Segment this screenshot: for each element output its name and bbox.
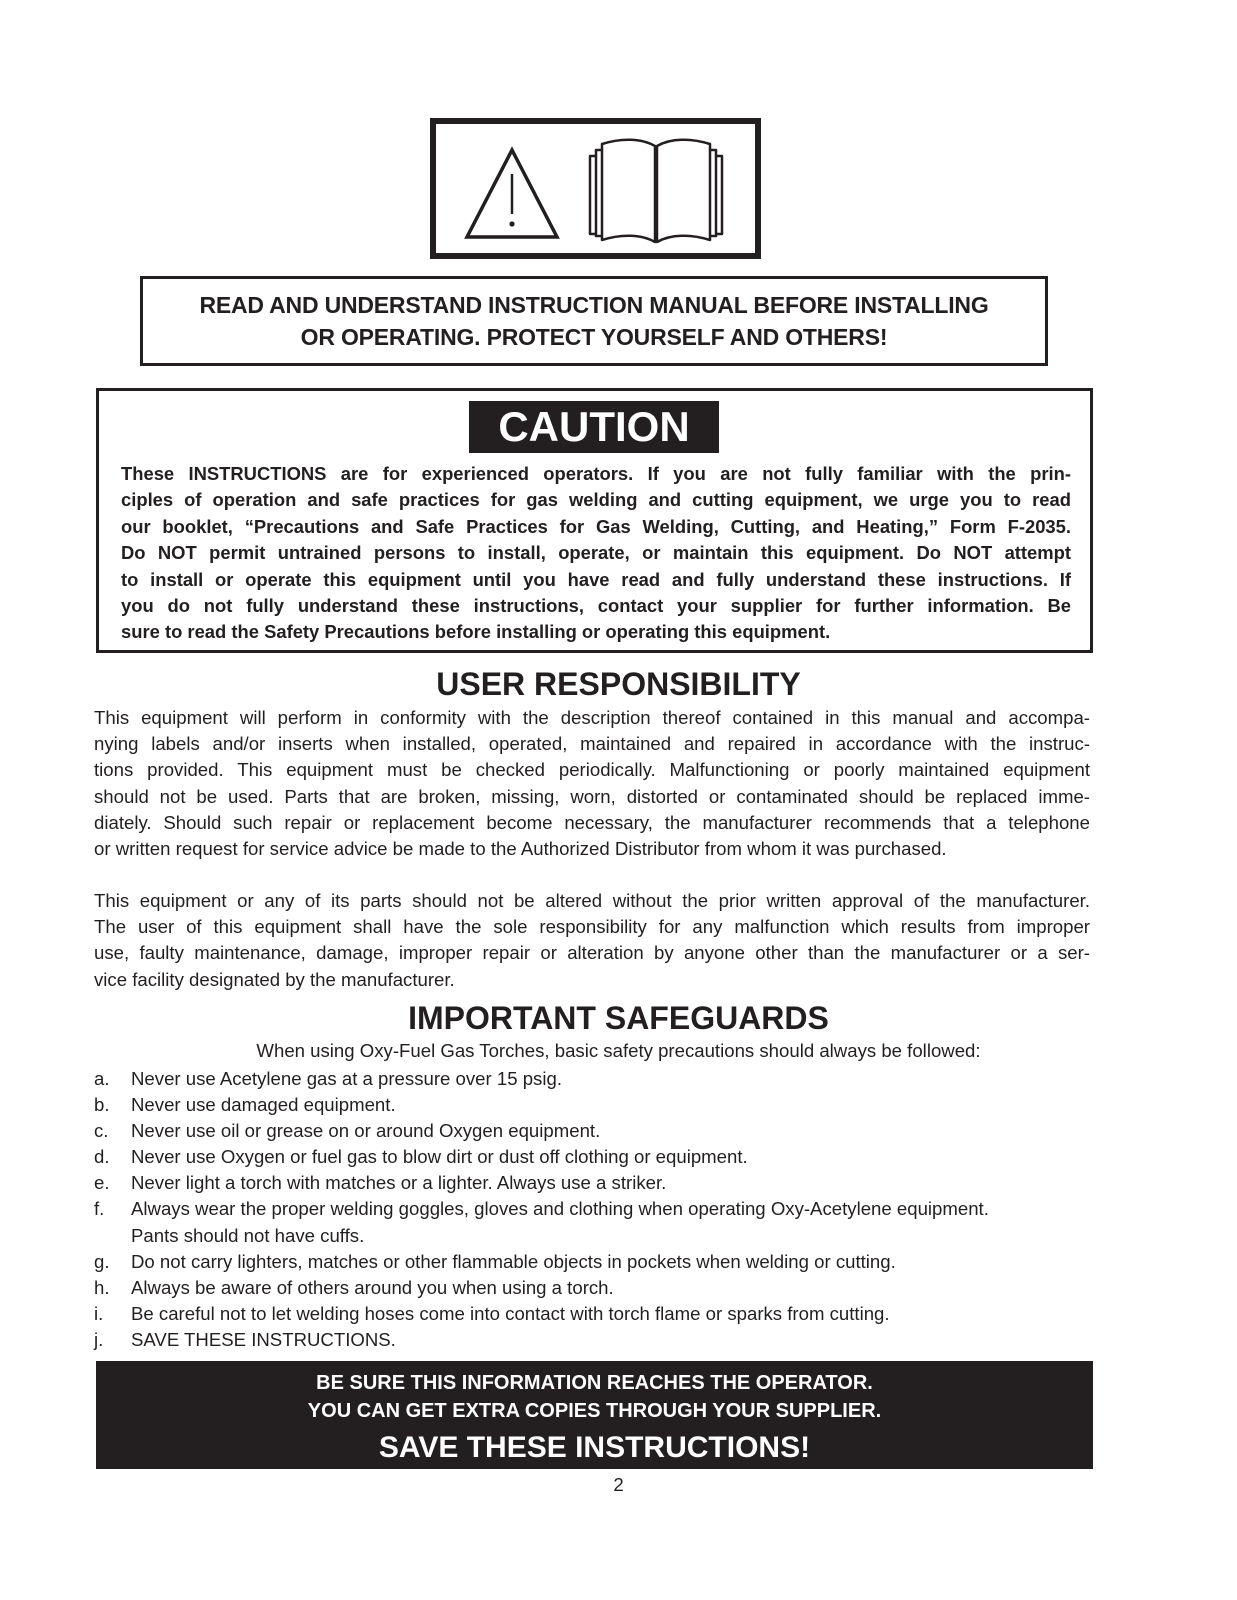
- paragraph-line: use, faulty maintenance, damage, improper repair or alteration by anyone other than the manufacturer or a ser-: [94, 942, 1090, 964]
- list-item: [94, 1327, 1094, 1353]
- read-notice-line-2: OR OPERATING. PROTECT YOURSELF AND OTHERS!: [300, 324, 888, 350]
- list-item-text: Never use damaged equipment.: [131, 1094, 396, 1116]
- list-item: [94, 1144, 1094, 1170]
- list-item: [94, 1275, 1094, 1301]
- page-number: 2: [613, 1474, 624, 1495]
- list-item: [94, 1249, 1094, 1275]
- banner-line-1: BE SURE THIS INFORMATION REACHES THE OPERATOR.: [316, 1372, 873, 1394]
- list-item-letter: b.: [94, 1094, 110, 1116]
- open-book-icon: [590, 140, 722, 242]
- list-item: [94, 1118, 1094, 1144]
- paragraph-line: diately. Should such repair or replacement become necessary, the manufacturer recommends that a telephone: [94, 811, 1090, 833]
- paragraph-line: should not be used. Parts that are broken, missing, worn, distorted or contaminated should be replaced imme-: [94, 785, 1090, 807]
- list-item: [94, 1170, 1094, 1196]
- warning-triangle-icon: [467, 150, 557, 237]
- save-instructions-title: SAVE THESE INSTRUCTIONS!: [378, 1431, 811, 1464]
- caution-line: ciples of operation and safe practices for gas welding and cutting equipment, we urge you to read: [121, 489, 1071, 511]
- list-item-text: Never use oil or grease on or around Oxygen equipment.: [131, 1120, 601, 1142]
- read-notice-line-1: READ AND UNDERSTAND INSTRUCTION MANUAL BEFORE INSTALLING: [199, 292, 989, 318]
- paragraph-line: This equipment will perform in conformity with the description thereof contained in this manual and accompa-: [94, 707, 1090, 728]
- paragraph-line: The user of this equipment shall have the sole responsibility for any malfunction which results from improper: [94, 916, 1090, 938]
- caution-line: to install or operate this equipment until you have read and fully understand these instructions. If: [121, 568, 1071, 590]
- user-responsibility-paragraph-2: [94, 888, 1090, 993]
- list-item-text: SAVE THESE INSTRUCTIONS.: [131, 1328, 396, 1350]
- list-item-text: Pants should not have cuffs.: [131, 1224, 365, 1246]
- user-responsibility-heading: USER RESPONSIBILITY: [436, 666, 801, 702]
- read-manual-notice: [140, 276, 1048, 366]
- user-responsibility-paragraph-1: [94, 705, 1090, 862]
- list-item-letter: e.: [94, 1172, 110, 1194]
- list-item-letter: d.: [94, 1146, 110, 1168]
- list-item-text: Do not carry lighters, matches or other flammable objects in pockets when welding or cutting.: [131, 1250, 896, 1272]
- caution-label: CAUTION: [469, 401, 719, 453]
- list-item-text: Be careful not to let welding hoses come into contact with torch flame or sparks from cutting.: [131, 1302, 890, 1324]
- list-item-text: Always be aware of others around you when using a torch.: [131, 1276, 614, 1298]
- list-item-letter: j.: [94, 1328, 104, 1350]
- paragraph-line: tions provided. This equipment must be checked periodically. Malfunctioning or poorly maintained equipment: [94, 759, 1090, 781]
- list-item: [94, 1196, 1094, 1248]
- list-item-letter: c.: [94, 1120, 109, 1142]
- list-item: [94, 1092, 1094, 1118]
- caution-line: our booklet, “Precautions and Safe Practices for Gas Welding, Cutting, and Heating,” Form F-2035.: [121, 515, 1071, 537]
- important-safeguards-heading: IMPORTANT SAFEGUARDS: [408, 1000, 829, 1036]
- list-item-letter: h.: [94, 1276, 110, 1298]
- safeguards-list: [94, 1066, 1094, 1353]
- list-item: [94, 1301, 1094, 1327]
- caution-line: you do not fully understand these instructions, contact your supplier for further information. Be: [121, 595, 1071, 617]
- caution-line: sure to read the Safety Precautions before installing or operating this equipment.: [121, 621, 831, 643]
- list-item-letter: f.: [94, 1198, 105, 1220]
- paragraph-line: This equipment or any of its parts should not be altered without the prior written approval of the manufacturer.: [94, 890, 1090, 911]
- caution-box: [96, 388, 1093, 653]
- caution-line: Do NOT permit untrained persons to install, operate, or maintain this equipment. Do NOT attempt: [121, 542, 1071, 564]
- caution-text: [121, 461, 1071, 646]
- list-item-text: Never light a torch with matches or a lighter. Always use a striker.: [131, 1172, 667, 1194]
- list-item-text: Always wear the proper welding goggles, gloves and clothing when operating Oxy-Acetylene equipment.: [131, 1198, 989, 1220]
- paragraph-line: vice facility designated by the manufacturer.: [94, 968, 455, 990]
- list-item-text: Never use Oxygen or fuel gas to blow dirt or dust off clothing or equipment.: [131, 1146, 748, 1168]
- list-item-text: Never use Acetylene gas at a pressure over 15 psig.: [131, 1068, 562, 1089]
- banner-line-2: YOU CAN GET EXTRA COPIES THROUGH YOUR SUPPLIER.: [307, 1400, 882, 1422]
- safeguards-intro: When using Oxy-Fuel Gas Torches, basic safety precautions should always be followed:: [256, 1040, 981, 1061]
- paragraph-line: or written request for service advice be made to the Authorized Distributor from whom it was purchased.: [94, 838, 947, 860]
- safety-symbol-box: [430, 118, 761, 259]
- operator-notice-banner: [96, 1361, 1093, 1469]
- list-item-letter: g.: [94, 1250, 110, 1272]
- list-item: [94, 1066, 1094, 1092]
- list-item-letter: i.: [94, 1302, 104, 1324]
- caution-line: These INSTRUCTIONS are for experienced operators. If you are not fully familiar with the prin-: [121, 463, 1071, 484]
- list-item-letter: a.: [94, 1068, 110, 1089]
- paragraph-line: nying labels and/or inserts when installed, operated, maintained and repaired in accordance with the instruc-: [94, 733, 1090, 755]
- symbol-graphic: [436, 124, 755, 253]
